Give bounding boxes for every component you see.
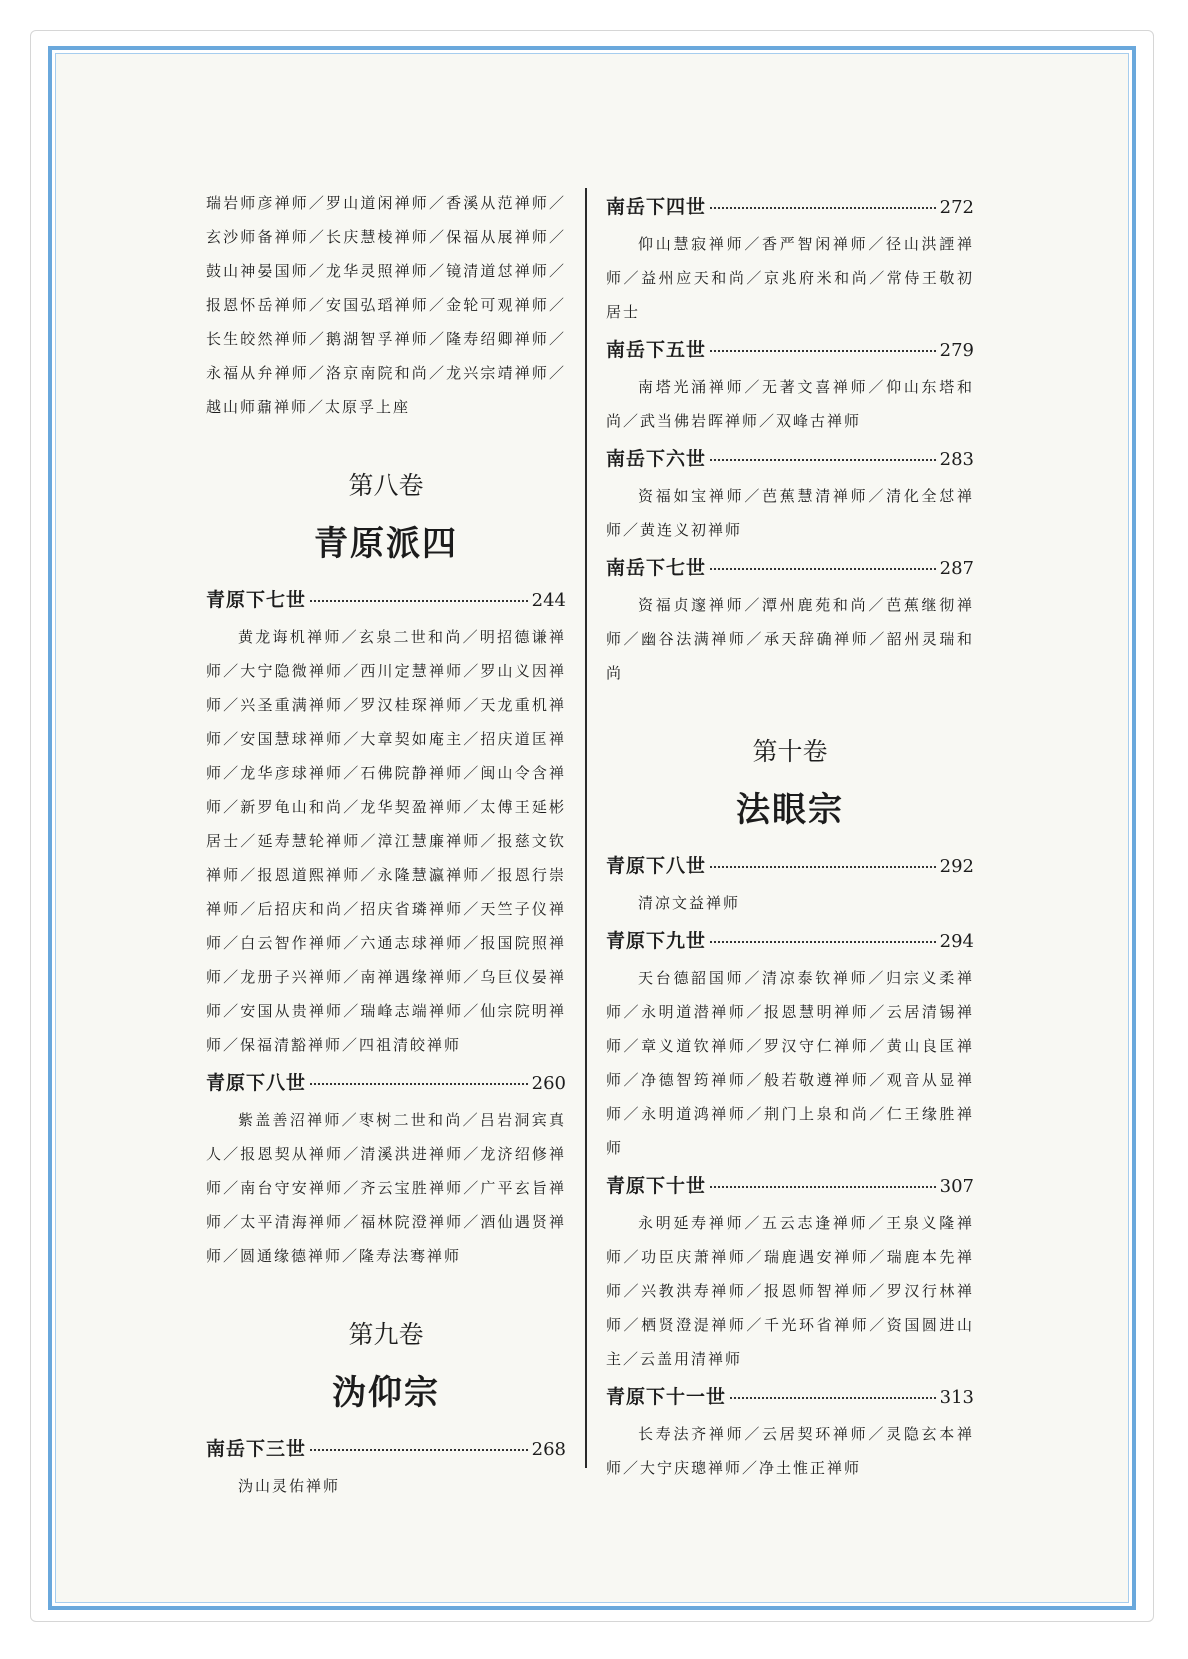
generation-title: 青原下八世 — [606, 855, 707, 877]
volume-number: 第八卷 — [348, 471, 424, 500]
page-number: 279 — [939, 340, 974, 361]
generation-title: 青原下八世 — [206, 1072, 307, 1094]
entry-names: 沩山灵佑禅师 — [238, 1477, 341, 1495]
leader-dots — [310, 1448, 528, 1451]
entry-names: 天台德韶国师／清凉泰钦禅师／归宗义柔禅师／永明道潜禅师／报恩慧明禅师／云居清锡禅师／章义道钦禅师／罗汉守仁禅师／黄山良匡禅师／净德智筠禅师／般若敬遵禅师／观音从显禅师／永明道鸿禅师／荆门上泉和尚／仁王缘胜禅师 — [606, 969, 974, 1157]
generation-title: 青原下九世 — [606, 930, 707, 952]
generation-title: 青原下十一世 — [606, 1386, 727, 1408]
page-number: 313 — [939, 1387, 974, 1408]
page-number: 272 — [939, 197, 974, 218]
page-number: 307 — [939, 1176, 974, 1197]
toc-entry[interactable] — [606, 851, 974, 878]
toc-entry[interactable] — [606, 553, 974, 580]
leader-dots — [710, 865, 936, 868]
generation-title: 南岳下四世 — [606, 196, 707, 218]
page-number: 287 — [939, 558, 974, 579]
page-number: 283 — [939, 449, 974, 470]
leader-dots — [710, 1185, 936, 1188]
toc-entry[interactable] — [606, 192, 974, 219]
leader-dots — [730, 1396, 936, 1399]
volume-heading — [206, 1315, 566, 1414]
leader-dots — [710, 940, 936, 943]
leader-dots — [710, 567, 936, 570]
generation-title: 南岳下三世 — [206, 1438, 307, 1460]
page-number: 292 — [939, 856, 974, 877]
column-divider — [585, 188, 587, 1468]
toc-entry[interactable] — [606, 926, 974, 953]
entry-names: 资福贞邃禅师／潭州鹿苑和尚／芭蕉继彻禅师／幽谷法满禅师／承天辞确禅师／韶州灵瑞和尚 — [606, 596, 974, 682]
generation-title: 南岳下六世 — [606, 448, 707, 470]
entry-names: 黄龙诲机禅师／玄泉二世和尚／明招德谦禅师／大宁隐微禅师／西川定慧禅师／罗山义因禅师／兴圣重满禅师／罗汉桂琛禅师／天龙重机禅师／安国慧球禅师／大章契如庵主／招庆道匡禅师／龙华彦球禅师／石佛院静禅师／闽山令含禅师／新罗龟山和尚／龙华契盈禅师／太傅王延彬居士／延寿慧轮禅师／漳江慧廉禅师／报慈文钦禅师／报恩道熙禅师／永隆慧瀛禅师／报恩行崇禅师／后招庆和尚／招庆省璘禅师／天竺子仪禅师／白云智作禅师／六通志球禅师／报国院照禅师／龙册子兴禅师／南禅遇缘禅师／乌巨仪晏禅师／安国从贵禅师／瑞峰志端禅师／仙宗院明禅师／保福清豁禅师／四祖清皎禅师 — [206, 628, 566, 1054]
entry-names: 瑞岩师彦禅师／罗山道闲禅师／香溪从范禅师／玄沙师备禅师／长庆慧棱禅师／保福从展禅师／鼓山神晏国师／龙华灵照禅师／镜清道怤禅师／报恩怀岳禅师／安国弘瑫禅师／金轮可观禅师／长生皎然禅师／鹅湖智孚禅师／隆寿绍卿禅师／永福从弁禅师／洛京南院和尚／龙兴宗靖禅师／越山师鼐禅师／太原孚上座 — [206, 194, 566, 416]
volume-title: 青原派四 — [314, 524, 458, 564]
volume-heading — [206, 466, 566, 565]
toc-entry[interactable] — [206, 585, 566, 612]
toc-entry[interactable] — [606, 1382, 974, 1409]
page-number: 268 — [531, 1439, 566, 1460]
leader-dots — [710, 458, 936, 461]
entry-names: 南塔光涌禅师／无著文喜禅师／仰山东塔和尚／武当佛岩晖禅师／双峰古禅师 — [606, 378, 974, 430]
page-number: 294 — [939, 931, 974, 952]
leader-dots — [310, 599, 528, 602]
toc-entry[interactable] — [206, 1068, 566, 1095]
entry-names: 清凉文益禅师 — [638, 894, 741, 912]
generation-title: 青原下十世 — [606, 1175, 707, 1197]
leader-dots — [710, 349, 936, 352]
entry-names: 资福如宝禅师／芭蕉慧清禅师／清化全怤禅师／黄连义初禅师 — [606, 487, 974, 539]
entry-names: 仰山慧寂禅师／香严智闲禅师／径山洪諲禅师／益州应天和尚／京兆府米和尚／常侍王敬初居士 — [606, 235, 974, 321]
volume-title: 沩仰宗 — [332, 1373, 440, 1413]
volume-heading — [606, 732, 974, 831]
leader-dots — [310, 1082, 528, 1085]
toc-entry[interactable] — [606, 1171, 974, 1198]
toc-entry[interactable] — [206, 1434, 566, 1461]
entry-names: 紫盖善沼禅师／枣树二世和尚／吕岩洞宾真人／报恩契从禅师／清溪洪进禅师／龙济绍修禅师／南台守安禅师／齐云宝胜禅师／广平玄旨禅师／太平清海禅师／福林院澄禅师／酒仙遇贤禅师／圆通缘德禅师／隆寿法骞禅师 — [206, 1111, 566, 1265]
volume-title: 法眼宗 — [736, 790, 844, 830]
volume-number: 第九卷 — [348, 1320, 424, 1349]
leader-dots — [710, 206, 936, 209]
page-number: 244 — [531, 590, 566, 611]
entry-names: 长寿法齐禅师／云居契环禅师／灵隐玄本禅师／大宁庆璁禅师／净土惟正禅师 — [606, 1425, 974, 1477]
volume-number: 第十卷 — [752, 737, 828, 766]
toc-entry[interactable] — [606, 335, 974, 362]
page-number: 260 — [531, 1073, 566, 1094]
right-column — [606, 186, 974, 1491]
generation-title: 南岳下七世 — [606, 557, 707, 579]
entry-names: 永明延寿禅师／五云志逢禅师／王泉义隆禅师／功臣庆萧禅师／瑞鹿遇安禅师／瑞鹿本先禅师／兴教洪寿禅师／报恩师智禅师／罗汉行林禅师／栖贤澄湜禅师／千光环省禅师／资国圆进山主／云盖用清禅师 — [606, 1214, 974, 1368]
generation-title: 南岳下五世 — [606, 339, 707, 361]
left-column — [206, 186, 566, 1509]
generation-title: 青原下七世 — [206, 589, 307, 611]
toc-entry[interactable] — [606, 444, 974, 471]
